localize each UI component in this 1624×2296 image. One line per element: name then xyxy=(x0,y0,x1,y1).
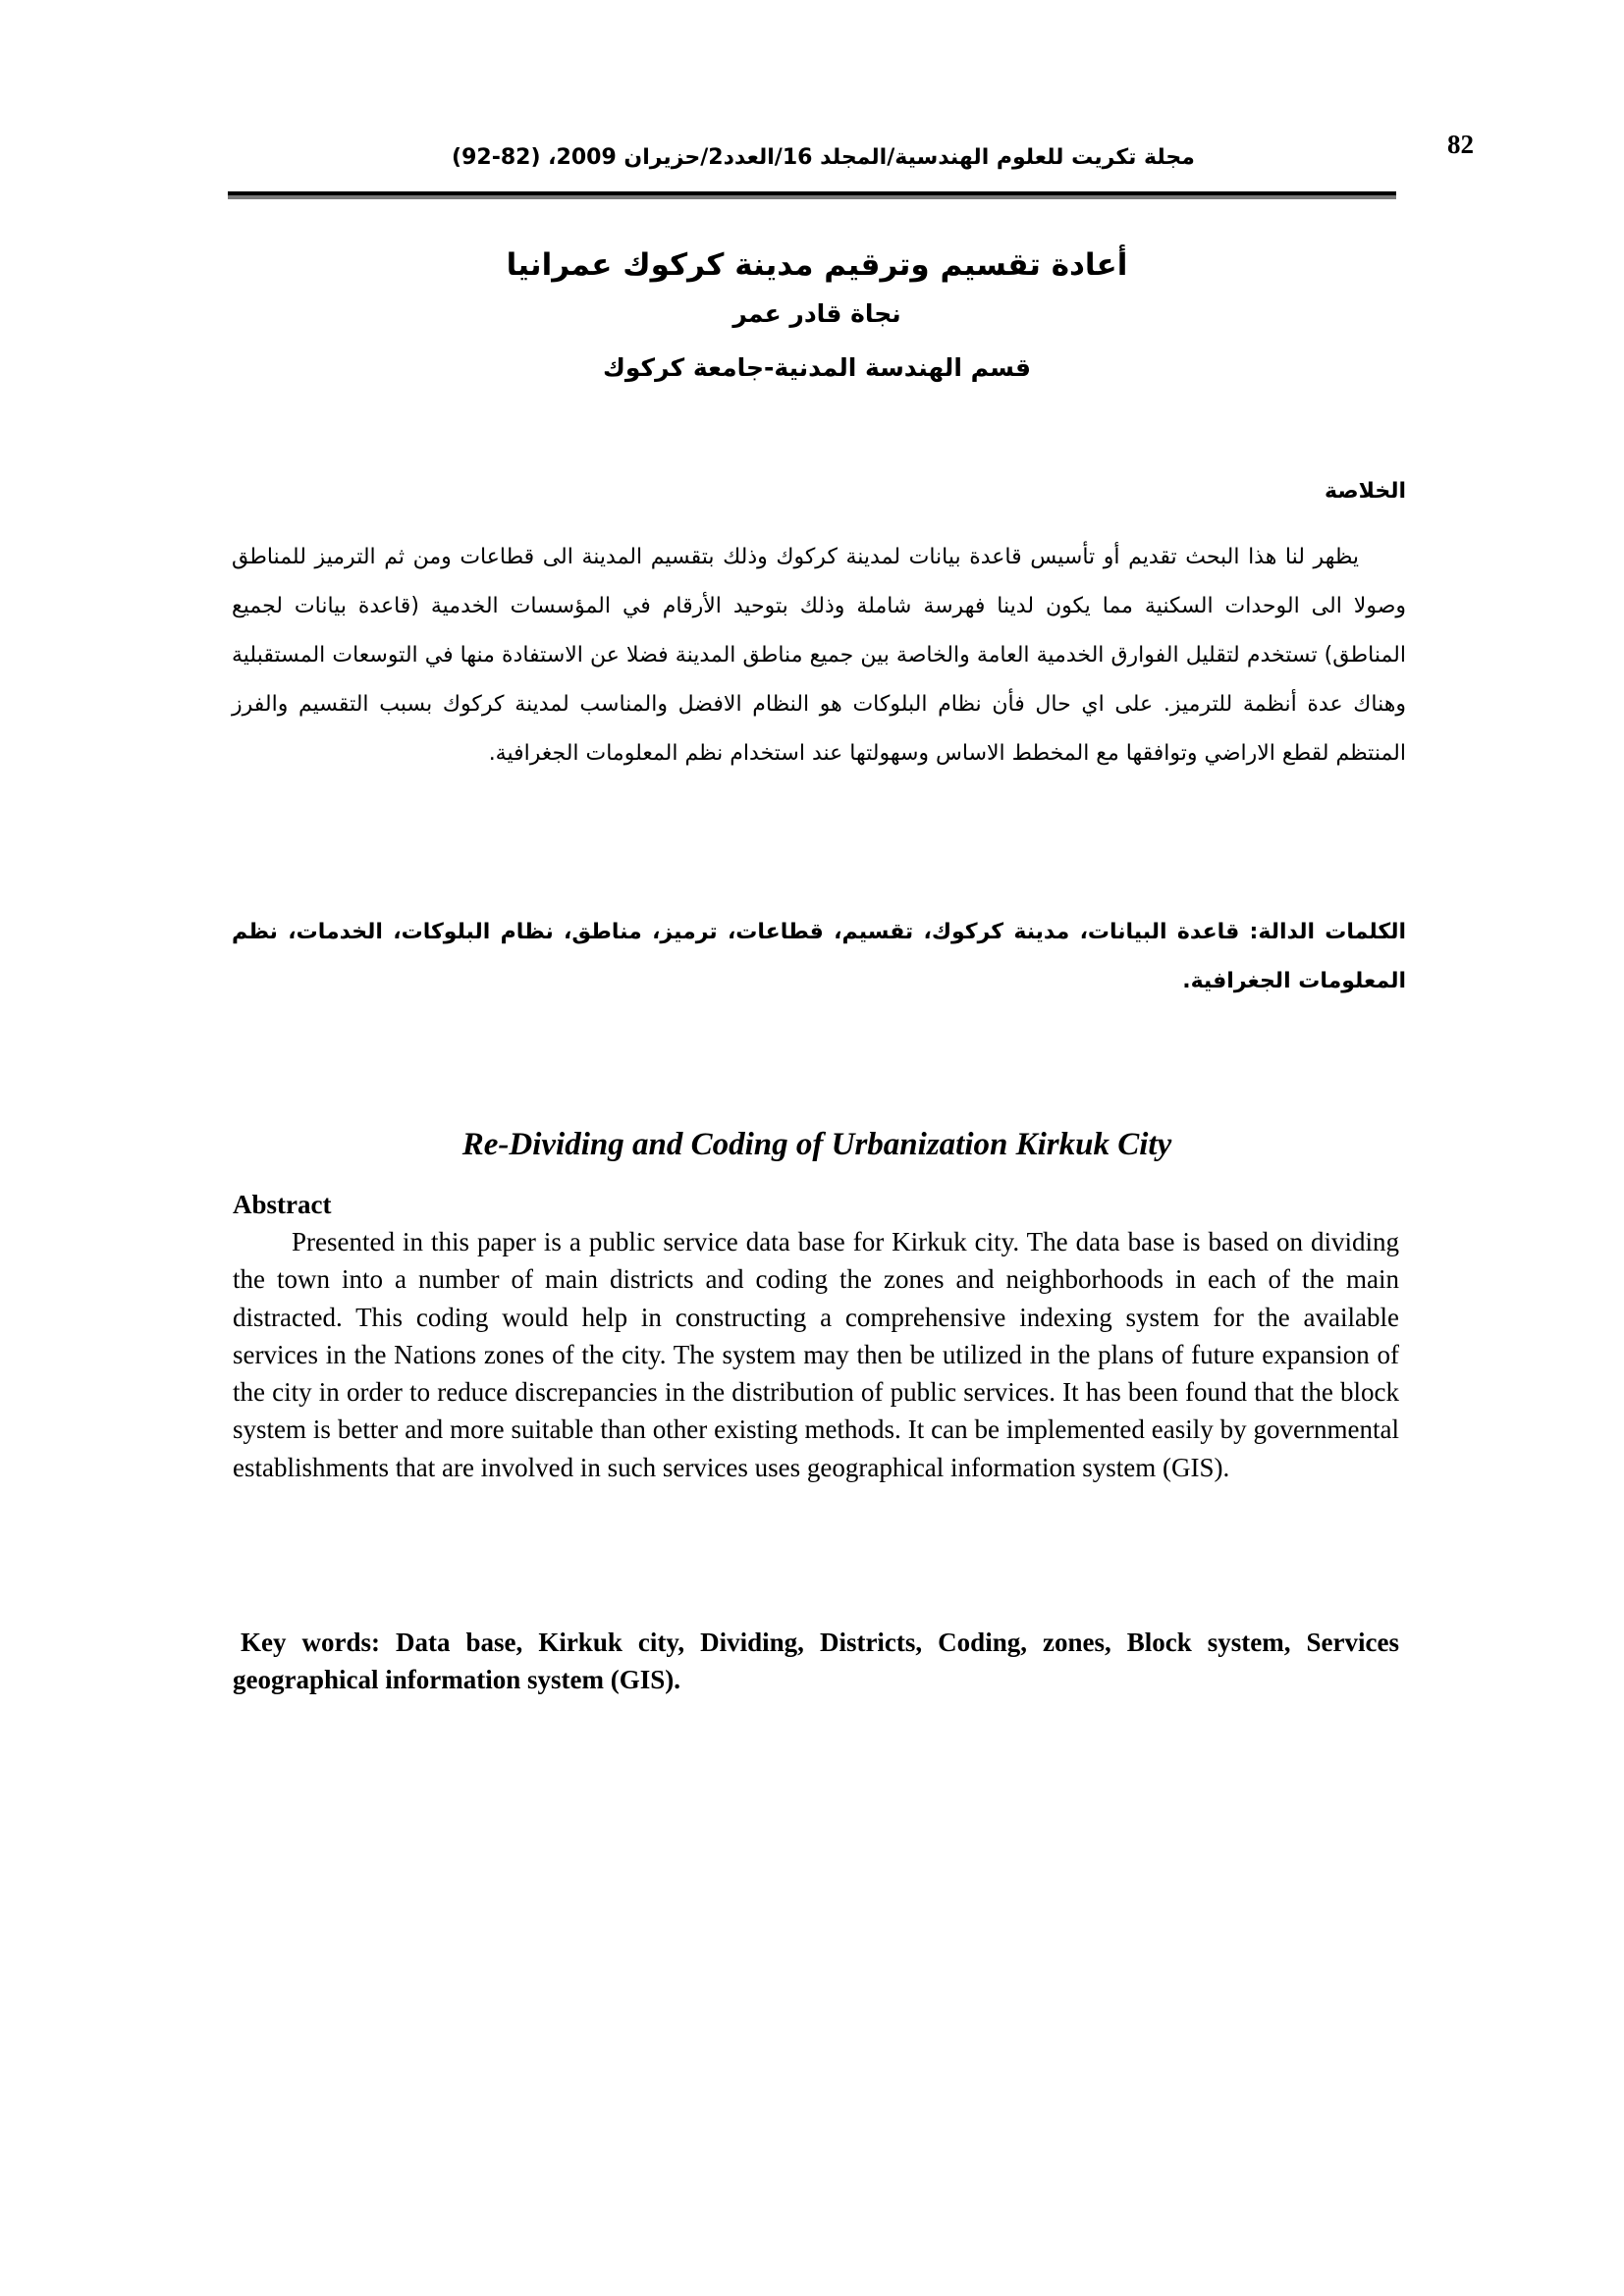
english-keywords: Key words: Data base, Kirkuk city, Dividing, Districts, Coding, zones, Block system, Services geographical information system (GIS). xyxy=(233,1628,1399,1694)
running-head: مجلة تكريت للعلوم الهندسية/المجلد 16/العدد2/حزيران 2009، (82-92) xyxy=(452,145,1195,170)
english-title: Re-Dividing and Coding of Urbanization Kirkuk City xyxy=(461,1127,1172,1162)
arabic-abstract-heading: الخلاصة xyxy=(1325,479,1406,504)
page-number: 82 xyxy=(1447,130,1474,159)
english-abstract-heading: Abstract xyxy=(233,1190,332,1219)
english-abstract-body: Presented in this paper is a public service data base for Kirkuk city. The data base is based on dividing the town into a number of main districts and coding the zones and neighborhoods in each of the main distracted. This coding would help in constructing a comprehensive indexing system for the available services in the Nations zones of the city. The system may then be utilized in the plans of future expansion of the city in order to reduce discrepancies in the distribution of public services. It has been found that the block system is better and more suitable than other existing methods. It can be implemented easily by governmental establishments that are involved in such services uses geographical information system (GIS). xyxy=(233,1227,1399,1482)
arabic-affiliation: قسم الهندسة المدنية-جامعة كركوك xyxy=(602,353,1032,382)
arabic-abstract-body: يظهر لنا هذا البحث تقديم أو تأسيس قاعدة بيانات لمدينة كركوك وذلك بتقسيم المدينة الى قطاعات ومن ثم الترميز للمناطق وصولا الى الوحدات السكنية مما يكون لدينا فهرسة شاملة وذلك بتوحيد الأرقام في المؤسسات الخدمية (قاعدة بيانات لجميع المناطق) تستخدم لتقليل الفوارق الخدمية العامة والخاصة بين جميع مناطق المدينة فضلا عن الاستفادة منها في التوسعات المستقبلية وهناك عدة أنظمة للترميز. على اي حال فأن نظام البلوكات هو النظام الافضل والمناسب لمدينة كركوك بسبب التقسيم والفرز المنتظم لقطع الاراضي وتوافقها مع المخطط الاساس وسهولتها عند استخدام نظم المعلومات الجغرافية. xyxy=(232,545,1406,766)
arabic-author: نجاة قادر عمر xyxy=(732,299,901,328)
header-rule-shadow xyxy=(228,195,1396,199)
arabic-title: أعادة تقسيم وترقيم مدينة كركوك عمرانيا xyxy=(506,247,1128,283)
arabic-keywords: الكلمات الدالة: قاعدة البيانات، مدينة كركوك، تقسيم، قطاعات، ترميز، مناطق، نظام البلوكات، الخدمات، نظم المعلومات الجغرافية. xyxy=(232,920,1406,993)
